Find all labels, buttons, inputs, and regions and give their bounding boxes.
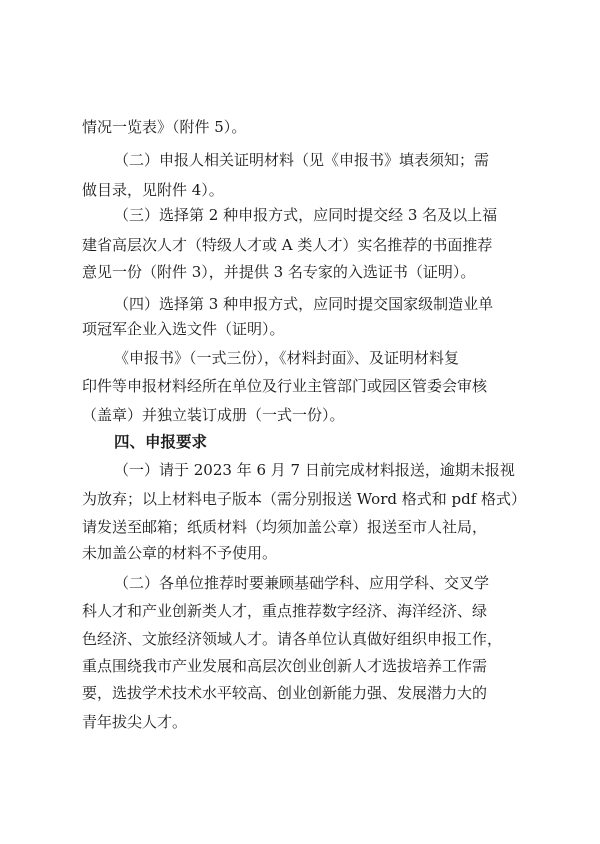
text-line: 色经济、文旅经济领域人才。请各单位认真做好组织申报工作，: [82, 630, 503, 648]
text-line: 印件等申报材料经所在单位及行业主管部门或园区管委会审核: [82, 377, 488, 395]
text-line: 科人才和产业创新类人才，重点推荐数字经济、海洋经济、绿: [82, 602, 488, 620]
paragraph-first-line: （一）请于 2023 年 6 月 7 日前完成材料报送，逾期未报视: [114, 461, 515, 479]
text-line: 重点围绕我市产业发展和高层次创业创新人才选拔培养工作需: [82, 657, 488, 675]
text-line: 为放弃；以上材料电子版本（需分别报送 Word 格式和 pdf 格式）: [82, 490, 527, 508]
text-line: 未加盖公章的材料不予使用。: [82, 544, 278, 562]
text-line: （盖章）并独立装订成册（一式一份）。: [82, 406, 345, 424]
text-line: 项冠军企业入选文件（证明）。: [82, 320, 285, 338]
text-line: 意见一份（附件 3），并提供 3 名专家的入选证书（证明）。: [82, 263, 476, 281]
paragraph-first-line: 《申报书》（一式三份），《材料封面》、及证明材料复: [114, 349, 460, 367]
paragraph-first-line: （四）选择第 3 种申报方式，应同时提交国家级制造业单: [114, 295, 494, 313]
paragraph-first-line: （三）选择第 2 种申报方式，应同时提交经 3 名及以上福: [114, 206, 498, 224]
text-line: 做目录，见附件 4）。: [82, 181, 224, 199]
text-line: 建省高层次人才（特级人才或 A 类人才）实名推荐的书面推荐: [82, 236, 493, 254]
text-line: 青年拔尖人才。: [82, 713, 188, 731]
paragraph-first-line: （二）各单位推荐时要兼顾基础学科、应用学科、交叉学: [114, 574, 490, 592]
text-line: 要，选拔学术技术水平较高、创业创新能力强、发展潜力大的: [82, 684, 488, 702]
paragraph-first-line: （二）申报人相关证明材料（见《申报书》填表须知；需: [114, 151, 490, 169]
text-line: 请发送至邮箱；纸质材料（均须加盖公章）报送至市人社局，: [82, 518, 488, 536]
section-heading: 四、申报要求: [114, 433, 208, 451]
text-line: 情况一览表》（附件 5）。: [82, 118, 247, 136]
